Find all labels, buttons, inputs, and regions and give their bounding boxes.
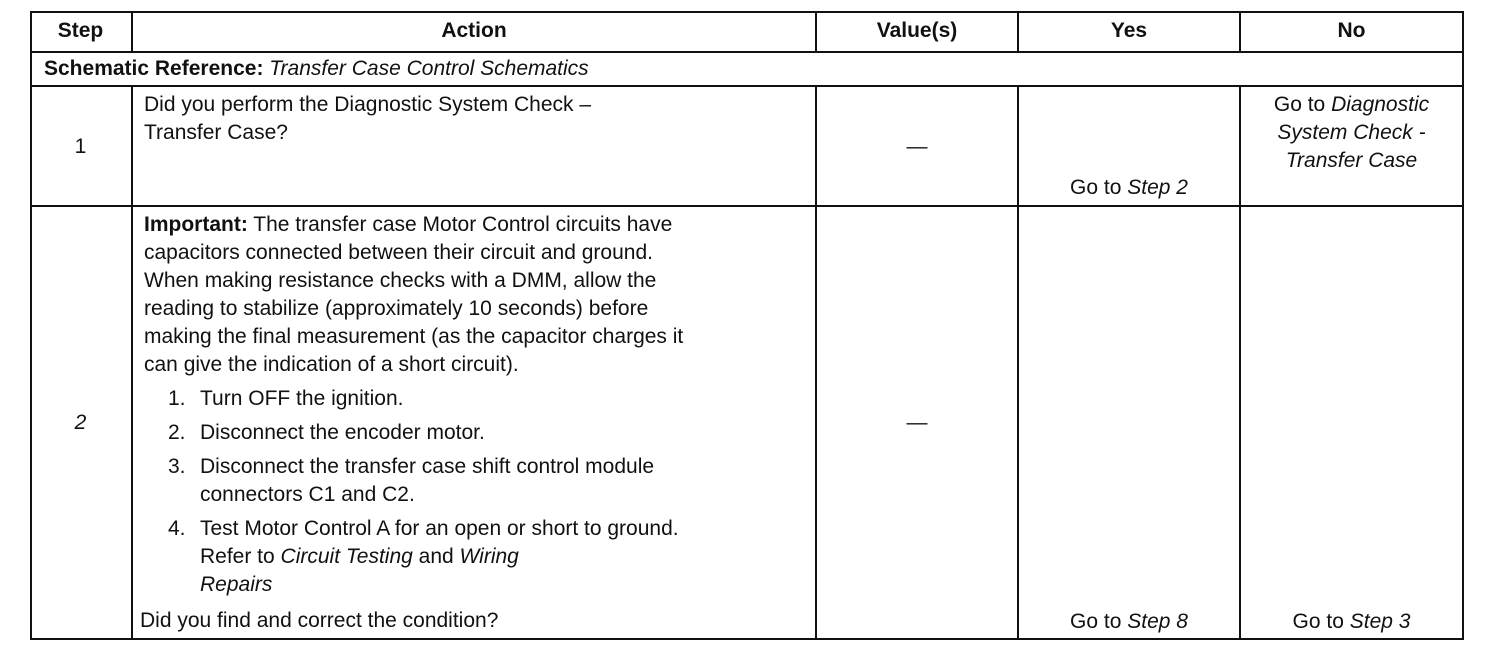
schematic-reference-label: Schematic Reference:	[44, 57, 264, 80]
row2-yes-link[interactable]: Step 8	[1127, 610, 1188, 633]
header-values: Value(s)	[876, 19, 958, 42]
row1-action	[144, 91, 804, 147]
important-label: Important:	[144, 213, 248, 236]
row1-no-link[interactable]: Transfer Case	[1285, 149, 1418, 172]
diagnostic-table	[30, 11, 1464, 640]
row1-no	[1241, 91, 1462, 175]
schematic-reference-link[interactable]: Transfer Case Control Schematics	[269, 57, 589, 80]
row1-yes-link[interactable]: Step 2	[1127, 176, 1188, 199]
col-divider	[1017, 87, 1019, 640]
header-action: Action	[441, 19, 507, 42]
important-text: The transfer case Motor Control circuits have	[247, 213, 673, 236]
row2-action	[144, 211, 812, 599]
important-text: can give the indication of a short circuit).	[144, 353, 519, 376]
row1-no-link[interactable]: System Check -	[1277, 121, 1426, 144]
row-divider	[30, 85, 1464, 87]
list-item: 2. Disconnect the encoder motor.	[168, 421, 485, 444]
row1-yes	[1019, 174, 1239, 202]
important-text: making the final measurement (as the capacitor charges it	[144, 325, 684, 348]
circuit-testing-link[interactable]: Circuit Testing	[280, 545, 413, 568]
list-item: 1. Turn OFF the ignition.	[168, 387, 404, 410]
row1-no-prefix: Go to	[1273, 93, 1332, 116]
wiring-repairs-link[interactable]: Wiring	[459, 545, 519, 568]
row2-no: Go to Step 3	[1292, 610, 1411, 633]
row2-question: Did you find and correct the condition?	[140, 609, 499, 632]
row1-action-line: Transfer Case?	[144, 121, 288, 144]
list-item: 3. Disconnect the transfer case shift control module connectors C1 and C2.	[168, 455, 655, 506]
row2-value: —	[906, 411, 928, 434]
schematic-reference	[44, 55, 1444, 83]
row1-step: 1	[74, 135, 87, 158]
header-step: Step	[57, 19, 104, 42]
row2-no-link[interactable]: Step 3	[1349, 610, 1411, 633]
col-divider	[815, 87, 817, 640]
row-divider	[30, 205, 1464, 207]
row2-step: 2	[74, 411, 87, 434]
important-text: reading to stabilize (approximately 10 seconds) before	[144, 297, 649, 320]
wiring-repairs-link[interactable]: Repairs	[200, 573, 273, 596]
procedure-list	[144, 385, 812, 599]
row1-action-line: Did you perform the Diagnostic System Check –	[144, 93, 592, 116]
important-text: capacitors connected between their circuit and ground.	[144, 241, 653, 264]
row1-value: —	[906, 135, 928, 158]
header-no: No	[1337, 19, 1366, 42]
row1-no-link[interactable]: Diagnostic	[1331, 93, 1430, 116]
header-yes: Yes	[1110, 19, 1148, 42]
row2-yes: Go to Step 8	[1070, 610, 1188, 633]
col-divider	[131, 87, 133, 640]
row-divider	[30, 51, 1464, 53]
row1-yes-prefix: Go to	[1070, 176, 1128, 199]
important-text: When making resistance checks with a DMM, allow the	[144, 269, 657, 292]
list-item: 4. Test Motor Control A for an open or short to ground. Refer to Circuit Testing and Wiring Repairs	[144, 515, 812, 599]
